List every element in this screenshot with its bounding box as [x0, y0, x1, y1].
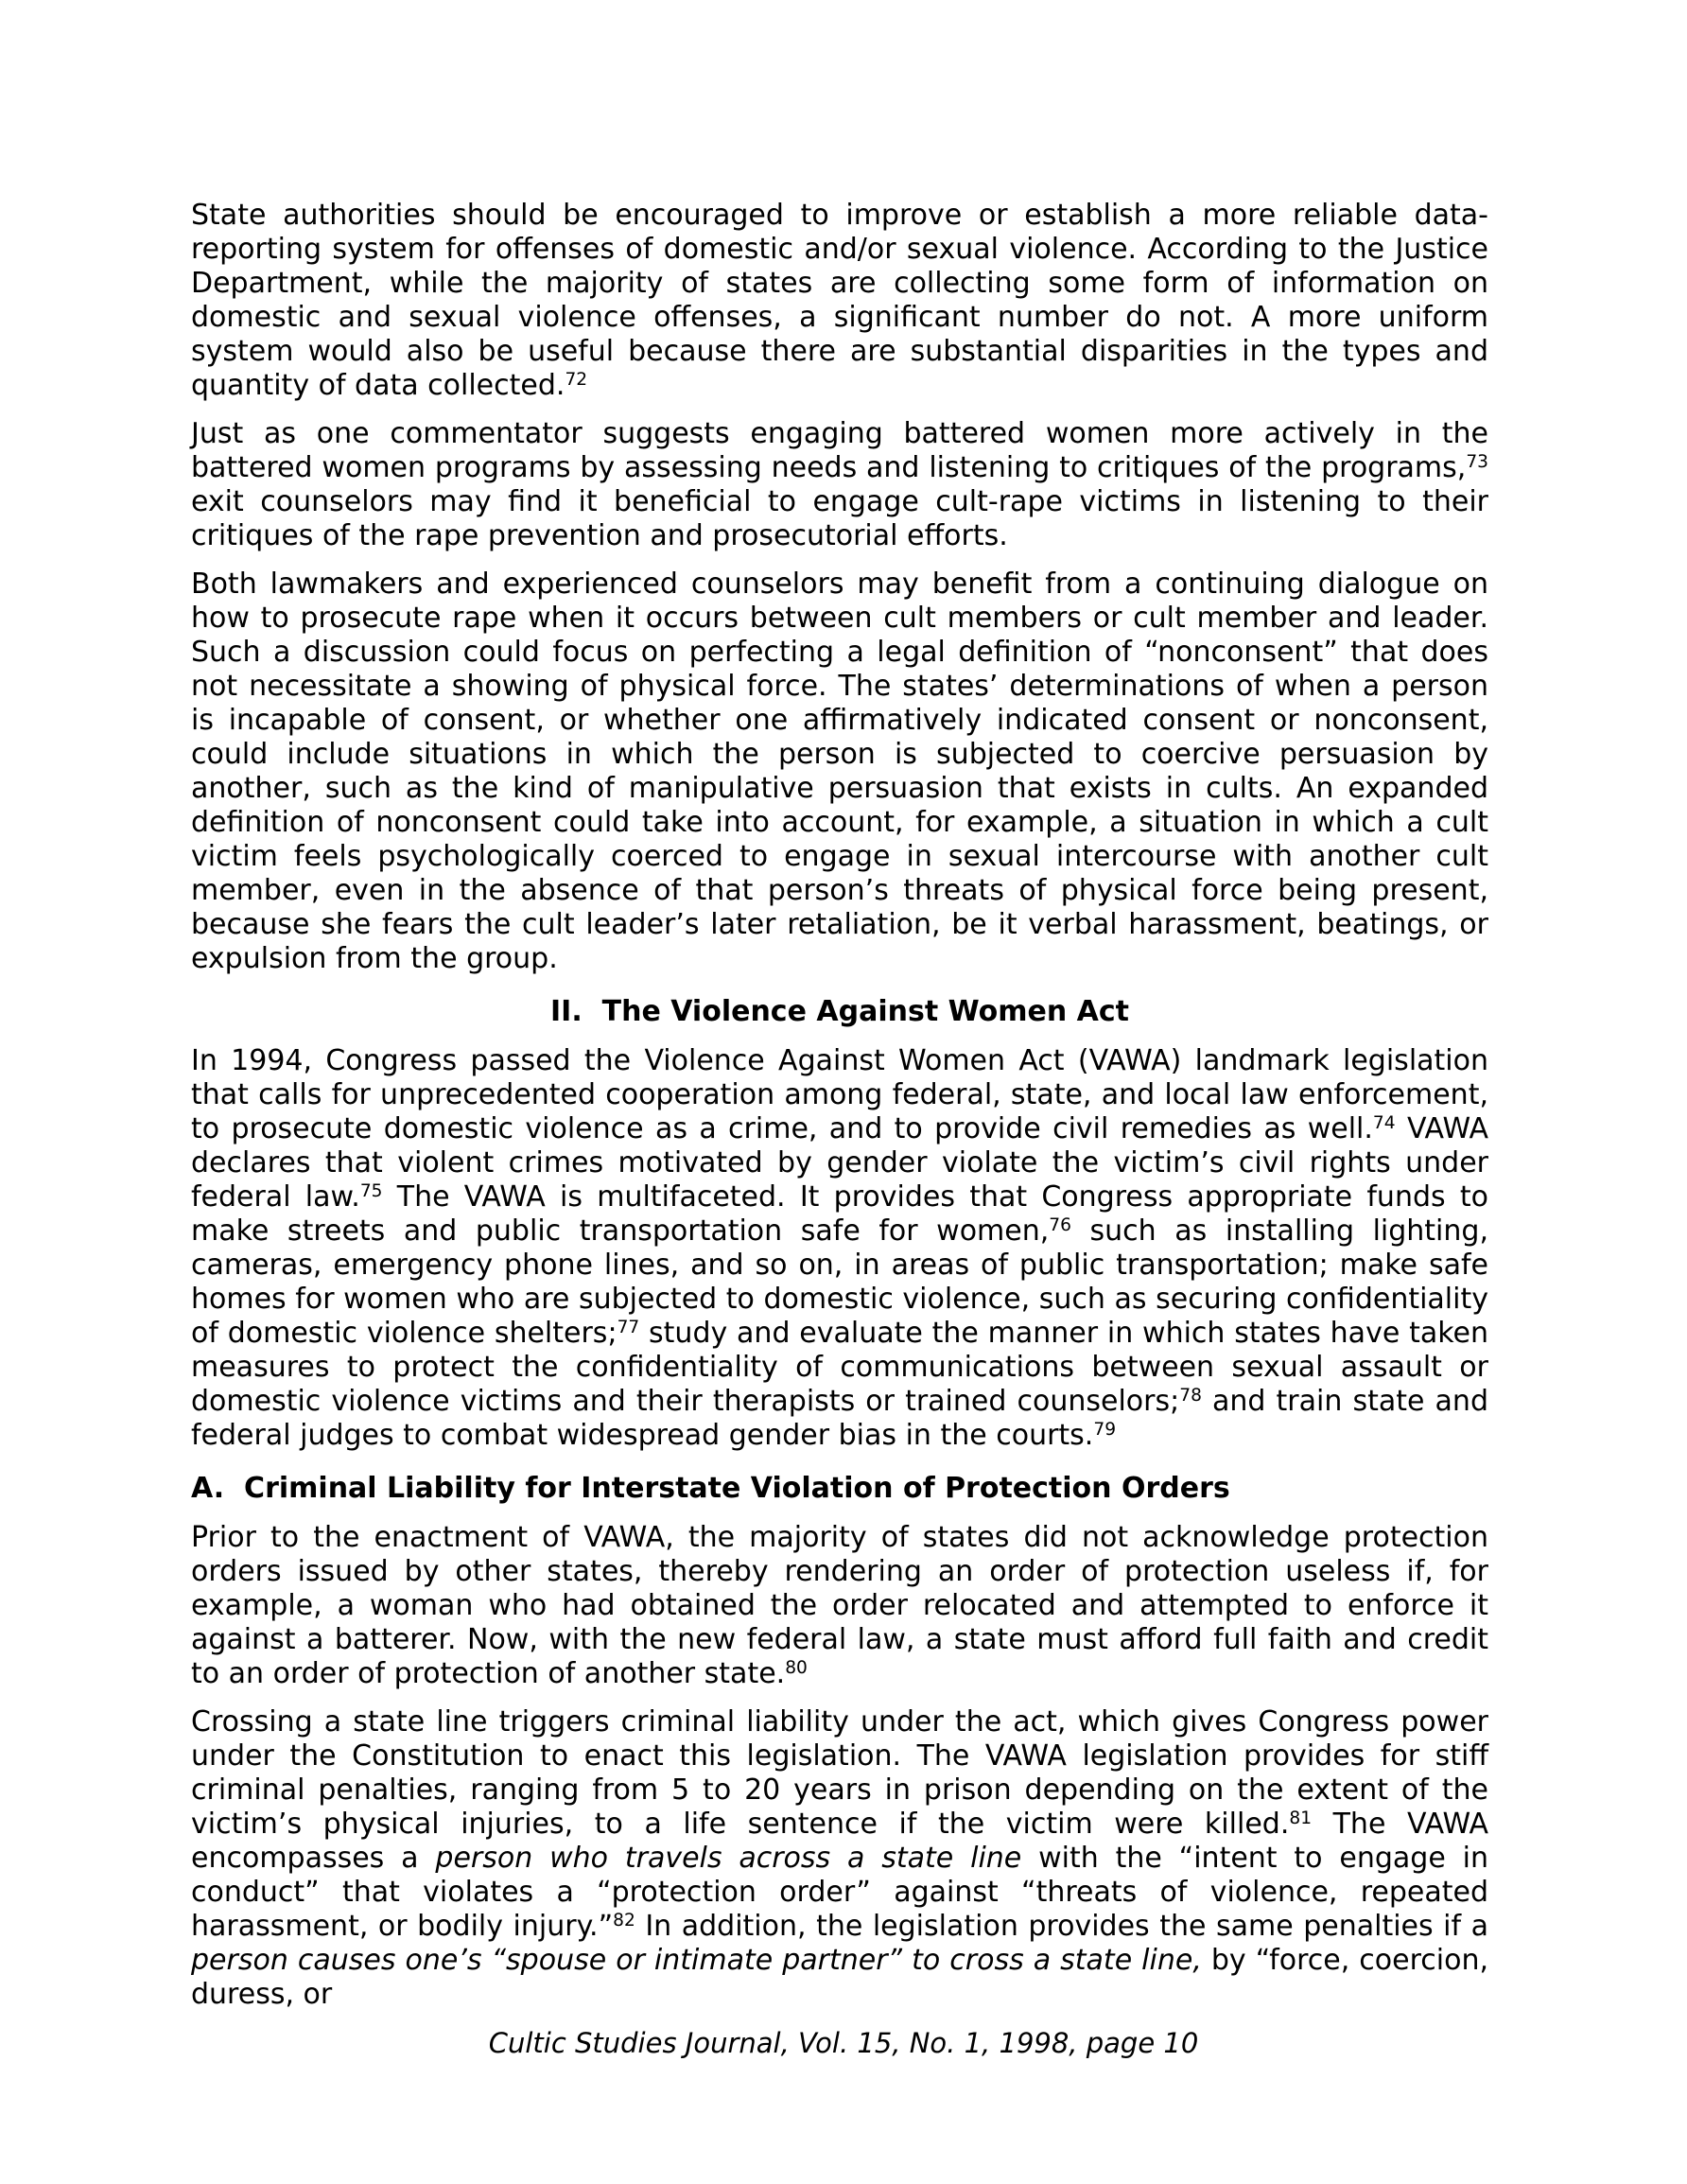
paragraph-vawa-overview — [191, 1044, 1488, 1453]
text-run: exit counselors may find it beneficial to engage cult-rape victims in listening to their critiques of the rape prevention and prosecutorial efforts. — [191, 485, 1488, 552]
text-run: In 1994, Congress passed the Violence Against Women Act (VAWA) landmark legislation that calls for unprecedented cooperation among federal, state, and local law enforcement, to prosecute domestic violence as a crime, and to provide civil remedies as well. — [191, 1044, 1488, 1145]
footnote-ref: 75 — [359, 1180, 383, 1201]
paragraph-lawmakers-dialogue — [191, 568, 1488, 976]
text-run: by “force, coercion, duress, or — [191, 1944, 1489, 2011]
footnote-ref: 82 — [613, 1910, 635, 1931]
text-run: The VAWA is multifaceted. It provides that Congress appropriate funds to make streets and public transportation safe for women, — [191, 1180, 1488, 1248]
text-run: VAWA declares that violent crimes motivated by gender violate the victim’s civil rights under federal law. — [191, 1112, 1488, 1214]
footnote-ref: 73 — [1466, 451, 1488, 472]
footnote-ref: 74 — [1372, 1112, 1396, 1133]
italic-text: person who travels across a state line — [435, 1842, 1022, 1875]
page-footer: Cultic Studies Journal, Vol. 15, No. 1, 1998, page 10 — [488, 2027, 1199, 2059]
text-run: study and evaluate the manner in which states have taken measures to protect the confidentiality of communications between sexual assault or domestic violence victims and their therapists or trained counselors; — [191, 1317, 1488, 1418]
paragraph-protection-orders — [191, 1521, 1488, 1691]
text-run: such as installing lighting, cameras, emergency phone lines, and so on, in areas of public transportation; make safe homes for women who are subjected to domestic violence, such as securing confidentiality of domestic violence shelters; — [191, 1214, 1488, 1350]
text-run: and train state and federal judges to combat widespread gender bias in the courts. — [191, 1385, 1488, 1452]
section-heading-vawa — [191, 995, 1488, 1029]
text-run: In addition, the legislation provides the same penalties if a — [635, 1910, 1488, 1943]
paragraph-exit-counselors — [191, 417, 1488, 553]
italic-text: person causes one’s “spouse or intimate partner” to cross a state line, — [191, 1944, 1202, 1977]
text-run: State authorities should be encouraged to improve or establish a more reliable data-reporting system for offenses of domestic and/or sexual violence. According to the Justice Department, while the majority of states are collecting some form of information on domestic and sexual violence offenses, a significant number do not. A more uniform system would also be useful because there are substantial disparities in the types and quantity of data collected. — [191, 199, 1488, 402]
footnote-ref: 79 — [1093, 1419, 1117, 1440]
subsection-heading-criminal-liability — [191, 1472, 1488, 1506]
text-run: The VAWA encompasses a — [191, 1808, 1488, 1875]
footnote-ref: 81 — [1289, 1808, 1313, 1828]
footnote-ref: 76 — [1049, 1214, 1071, 1235]
footnote-ref: 77 — [617, 1317, 640, 1337]
footnote-ref: 78 — [1179, 1385, 1202, 1406]
paragraph-crossing-state-line — [191, 1705, 1488, 2012]
footnote-ref: 72 — [565, 369, 588, 390]
text-run: A. Criminal Liability for Interstate Violation of Protection Orders — [191, 1472, 1230, 1505]
text-run: with the “intent to engage in conduct” that violates a “protection order” against “threats of violence, repeated harassment, or bodily injury.” — [191, 1842, 1488, 1943]
text-run: Crossing a state line triggers criminal liability under the act, which gives Congress power under the Constitution to enact this legislation. The VAWA legislation provides for stiff criminal penalties, ranging from 5 to 20 years in prison depending on the extent of the victim’s physical injuries, to a life sentence if the victim were killed. — [191, 1705, 1488, 1841]
footnote-ref: 80 — [785, 1657, 808, 1678]
paragraph-data-reporting — [191, 199, 1488, 403]
text-run: II. The Violence Against Women Act — [550, 995, 1129, 1028]
text-run: Prior to the enactment of VAWA, the majority of states did not acknowledge protection orders issued by other states, thereby rendering an order of protection useless if, for example, a woman who had obtained the order relocated and attempted to enforce it against a batterer. Now, with the new federal law, a state must afford full faith and credit to an order of protection of another state. — [191, 1521, 1488, 1690]
document-body — [191, 199, 1488, 2026]
text-run: Both lawmakers and experienced counselors may benefit from a continuing dialogue on how to prosecute rape when it occurs between cult members or cult member and leader. Such a discussion could focus on perfecting a legal definition of “nonconsent” that does not necessitate a showing of physical force. The states’ determinations of when a person is incapable of consent, or whether one affirmatively indicated consent or nonconsent, could include situations in which the person is subjected to coercive persuasion by another, such as the kind of manipulative persuasion that exists in cults. An expanded definition of nonconsent could take into account, for example, a situation in which a cult victim feels psychologically coerced to engage in sexual intercourse with another cult member, even in the absence of that person’s threats of physical force being present, because she fears the cult leader’s later retaliation, be it verbal harassment, beatings, or expulsion from the group. — [191, 568, 1488, 975]
text-run: Just as one commentator suggests engaging battered women more actively in the battered women programs by assessing needs and listening to critiques of the programs, — [191, 417, 1488, 484]
